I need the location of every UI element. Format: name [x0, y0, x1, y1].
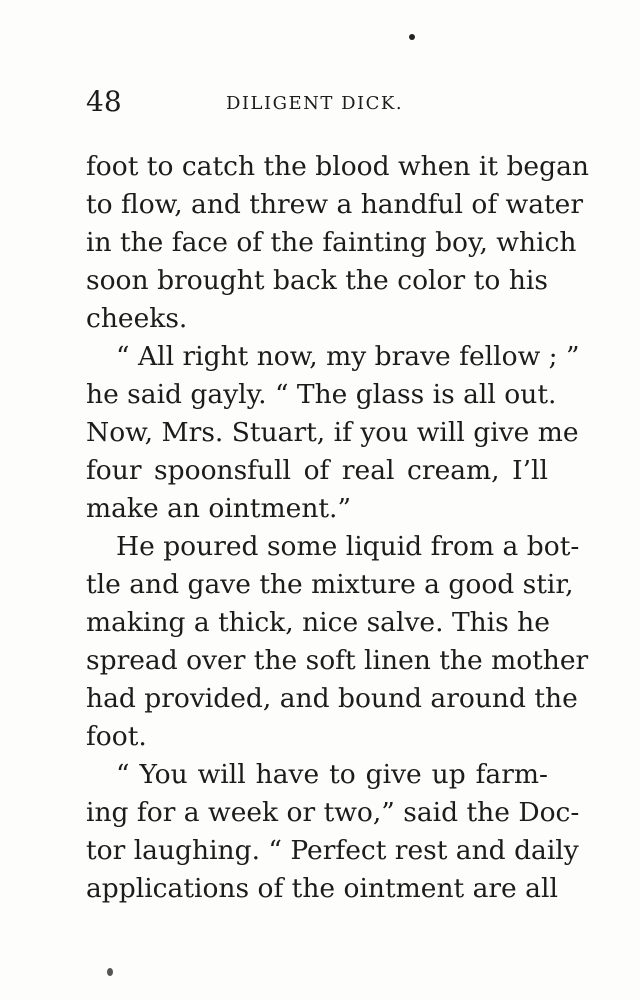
text-line: making a thick, nice salve. This he	[86, 607, 550, 638]
text-line: He poured some liquid from a bot-	[116, 531, 580, 562]
text-line: to flow, and threw a handful of water	[86, 189, 584, 220]
text-line: foot to catch the blood when it began	[86, 151, 589, 182]
text-line: four spoonsfull of real cream, I’ll	[86, 455, 548, 486]
text-line: tor laughing. “ Perfect rest and daily	[86, 835, 579, 866]
text-line: tle and gave the mixture a good stir,	[86, 569, 574, 600]
text-line: in the face of the fainting boy, which	[86, 227, 577, 258]
text-line: “ You will have to give up farm-	[116, 759, 548, 790]
text-line: soon brought back the color to his	[86, 265, 548, 296]
text-line: Now, Mrs. Stuart, if you will give me	[86, 417, 579, 448]
text-line: he said gayly. “ The glass is all out.	[86, 379, 557, 410]
text-line: make an ointment.”	[86, 493, 352, 524]
text-line: applications of the ointment are all	[86, 873, 558, 904]
text-line: “ All right now, my brave fellow ; ”	[116, 341, 580, 372]
text-line: ing for a week or two,” said the Doc-	[86, 797, 580, 828]
body-text	[86, 148, 589, 908]
text-line: spread over the soft linen the mother	[86, 645, 589, 676]
running-head	[86, 82, 556, 122]
ink-speck	[107, 968, 113, 976]
ink-speck	[409, 34, 415, 40]
page-number: 48	[86, 85, 122, 118]
running-title: DILIGENT DICK.	[226, 93, 404, 114]
text-line: cheeks.	[86, 303, 188, 334]
text-line: had provided, and bound around the	[86, 683, 578, 714]
text-line: foot.	[86, 721, 147, 752]
